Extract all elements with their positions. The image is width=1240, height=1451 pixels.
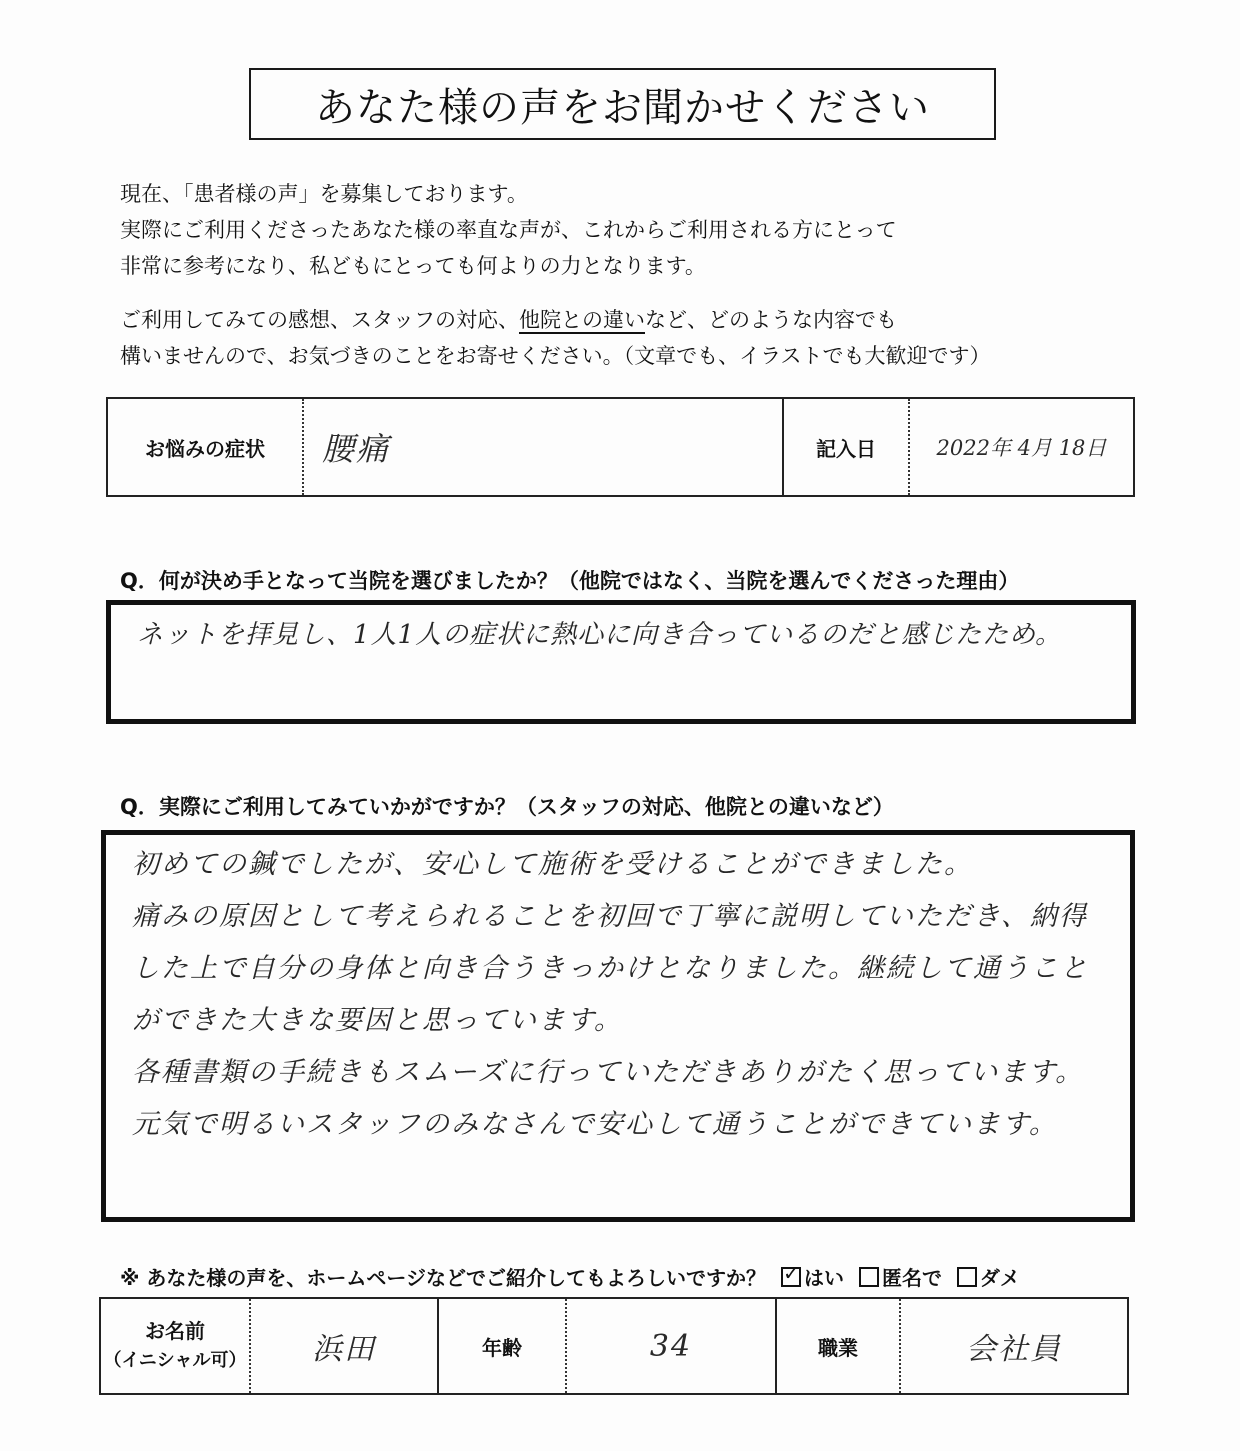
name-label-text: お名前 [145,1319,205,1343]
consent-question: ※ あなた様の声を、ホームページなどでご紹介してもよろしいですか？ [120,1266,767,1290]
anonymous-label: 匿名で [881,1266,942,1290]
yes-checkbox[interactable] [781,1267,801,1287]
name-sub-label: （イニシャル可） [103,1350,247,1371]
age-value-field[interactable]: 34 [567,1299,777,1393]
profile-table [99,1297,1129,1395]
no-checkbox[interactable] [957,1267,977,1287]
question-2: Q．実際にご利用してみていかがですか？（スタッフの対応、他院との違いなど） [120,795,894,819]
name-label [101,1299,251,1393]
yes-label: はい [803,1266,844,1290]
intro-text-2 [120,302,990,374]
intro-line: 非常に参考になり、私どもにとっても何よりの力となります。 [120,254,706,278]
name-value-field[interactable]: 浜田 [251,1299,439,1393]
date-value-field[interactable]: 2022年 4月 18日 [936,436,1107,460]
answer-1-text: ネットを拝見し、1人1人の症状に熱心に向き合っているのだと感じたため。 [137,620,1063,650]
age-label: 年齢 [439,1299,567,1393]
intro-line: 現在、「患者様の声」を募集しております。 [120,182,528,206]
intro-line [120,302,990,338]
underlined-phrase: 他院との違い [519,308,645,332]
job-label: 職業 [777,1299,901,1393]
no-label: ダメ [979,1266,1020,1290]
date-label: 記入日 [784,399,910,495]
page-title: あなた様の声をお聞かせください [249,68,996,140]
symptom-label: お悩みの症状 [108,399,304,495]
intro-fragment: など、どのような内容でも [645,308,897,332]
answer-2-box[interactable] [101,830,1135,1222]
symptom-table [106,397,1135,497]
job-value-field[interactable]: 会社員 [966,1332,1062,1367]
intro-line: 構いませんので、お気づきのことをお寄せください。（文章でも、イラストでも大歓迎です） [120,344,991,368]
anonymous-checkbox[interactable] [859,1267,879,1287]
intro-fragment: ご利用してみての感想、スタッフの対応、 [120,308,519,332]
intro-line: 実際にご利用くださったあなた様の率直な声が、これからご利用される方にとって [120,218,897,242]
question-1: Q．何が決め手となって当院を選びましたか？（他院ではなく、当院を選んでくださった理由） [120,569,1020,593]
intro-text [120,176,897,284]
symptom-value-field[interactable]: 腰痛 [304,399,784,495]
answer-1-box[interactable] [106,600,1136,724]
answer-2-text: 初めての鍼でしたが、安心して施術を受けることができました。 痛みの原因として考えられることを初回で丁寧に説明していただき、納得した上で自分の身体と向き合うきっかけとなりました。継続して通うことができた大きな要因と思っています。 各種書類の手続きもスムーズに行っていただきありがたく思っています。 元気で明るいスタッフのみなさんで安心して通うことができています。 [132,849,1089,1140]
consent-line [120,1262,1020,1291]
